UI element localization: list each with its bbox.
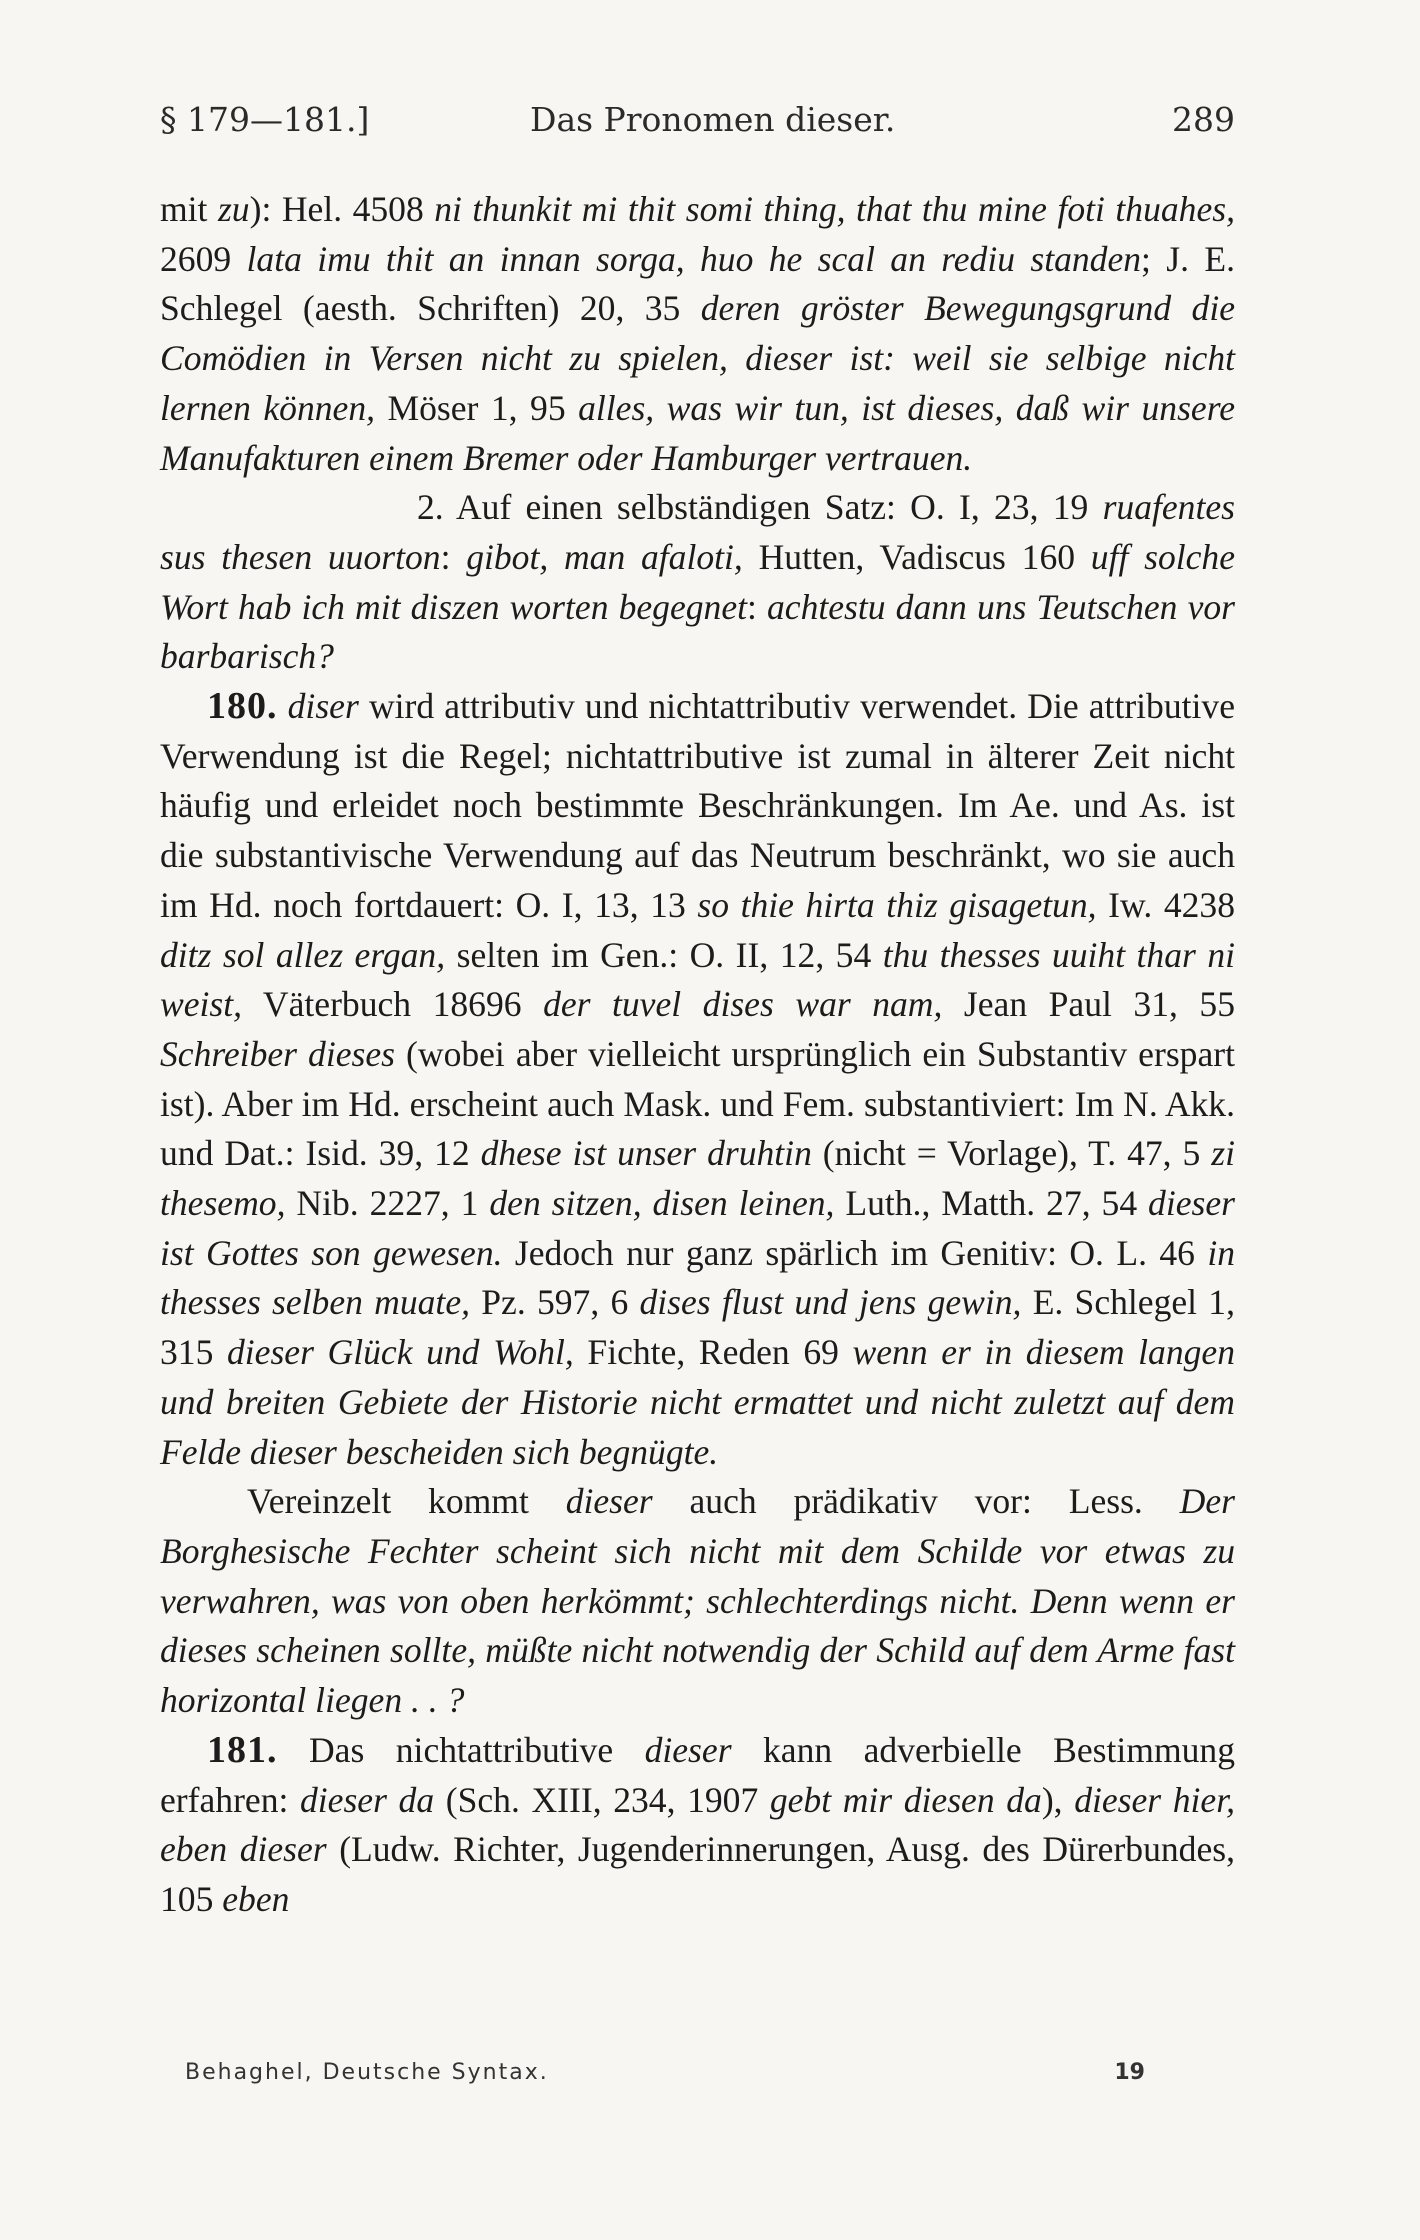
paragraph-1: mit zu): Hel. 4508 ni thunkit mi thit somi thing, that thu mine foti thuahes, 2609 lata imu thit an innan sorga, huo he scal an rediu standen; J. E. Schlegel (aesth. Schriften) 20, 35 deren gröster Bewegungsgrund die Comödien in Versen nicht zu spielen, dieser ist: weil sie selbige nicht lernen können, Möser 1, 95 alles, was wir tun, ist dieses, daß wir unsere Manufakturen einem Bremer oder Hamburger vertrauen.	[160, 189, 1236, 478]
page-footer	[185, 2060, 1145, 2100]
footer-signature: Behaghel, Deutsche Syntax.	[185, 2060, 549, 2085]
paragraph-2: 2. Auf einen selbständigen Satz: O. I, 23, 19 ruafentes sus thesen uuorton: gibot, man afaloti, Hutten, Vadiscus 160 uff solche Wort hab ich mit diszen worten begegnet: achtestu dann uns Teutschen vor barbarisch?	[160, 487, 1236, 677]
sheet-number: 19	[1114, 2060, 1145, 2085]
header-title: Das Pronomen dieser.	[530, 100, 896, 139]
page-body	[160, 185, 1235, 1925]
section-number-180: 180.	[207, 685, 278, 728]
paragraph-predicative: Vereinzelt kommt dieser auch prädikativ vor: Less. Der Borghesische Fechter scheint sich nicht mit dem Schilde vor etwas zu verwahren, was von oben herkömmt; schlechterdings nicht. Denn wenn er dieses scheinen sollte, müßte nicht notwendig der Schild auf dem Arme fast horizontal liegen . . ?	[160, 1481, 1236, 1721]
header-section-range: § 179—181.]	[160, 100, 370, 139]
section-number-181: 181.	[207, 1728, 278, 1771]
section-181: 181. Das nichtattributive dieser kann adverbielle Bestimmung erfahren: dieser da (Sch. XIII, 234, 1907 gebt mir diesen da), dieser hier, eben dieser (Ludw. Richter, Jugenderinnerungen, Ausg. des Dürerbundes, 105 eben	[160, 1728, 1236, 1919]
running-header	[160, 100, 1235, 160]
page-number: 289	[1172, 100, 1235, 139]
section-180: 180. diser wird attributiv und nichtattributiv verwendet. Die attributive Verwendung ist die Regel; nichtattributive ist zumal in älterer Zeit nicht häufig und erleidet noch bestimmte Beschränkungen. Im Ae. und As. ist die substantivische Verwendung auf das Neutrum beschränkt, wo sie auch im Hd. noch fortdauert: O. I, 13, 13 so thie hirta thiz gisagetun, Iw. 4238 ditz sol allez ergan, selten im Gen.: O. II, 12, 54 thu thesses uuiht thar ni weist, Väterbuch 18696 der tuvel dises war nam, Jean Paul 31, 55 Schreiber dieses (wobei aber vielleicht ursprünglich ein Substantiv erspart ist). Aber im Hd. erscheint auch Mask. und Fem. substantiviert: Im N. Akk. und Dat.: Isid. 39, 12 dhese ist unser druhtin (nicht = Vorlage), T. 47, 5 zi thesemo, Nib. 2227, 1 den sitzen, disen leinen, Luth., Matth. 27, 54 dieser ist Gottes son gewesen. Jedoch nur ganz spärlich im Genitiv: O. L. 46 in thesses selben muate, Pz. 597, 6 dises flust und jens gewin, E. Schlegel 1, 315 dieser Glück und Wohl, Fichte, Reden 69 wenn er in diesem langen und breiten Gebiete der Historie nicht ermattet und nicht zuletzt auf dem Felde dieser bescheiden sich begnügte.	[160, 685, 1235, 1472]
